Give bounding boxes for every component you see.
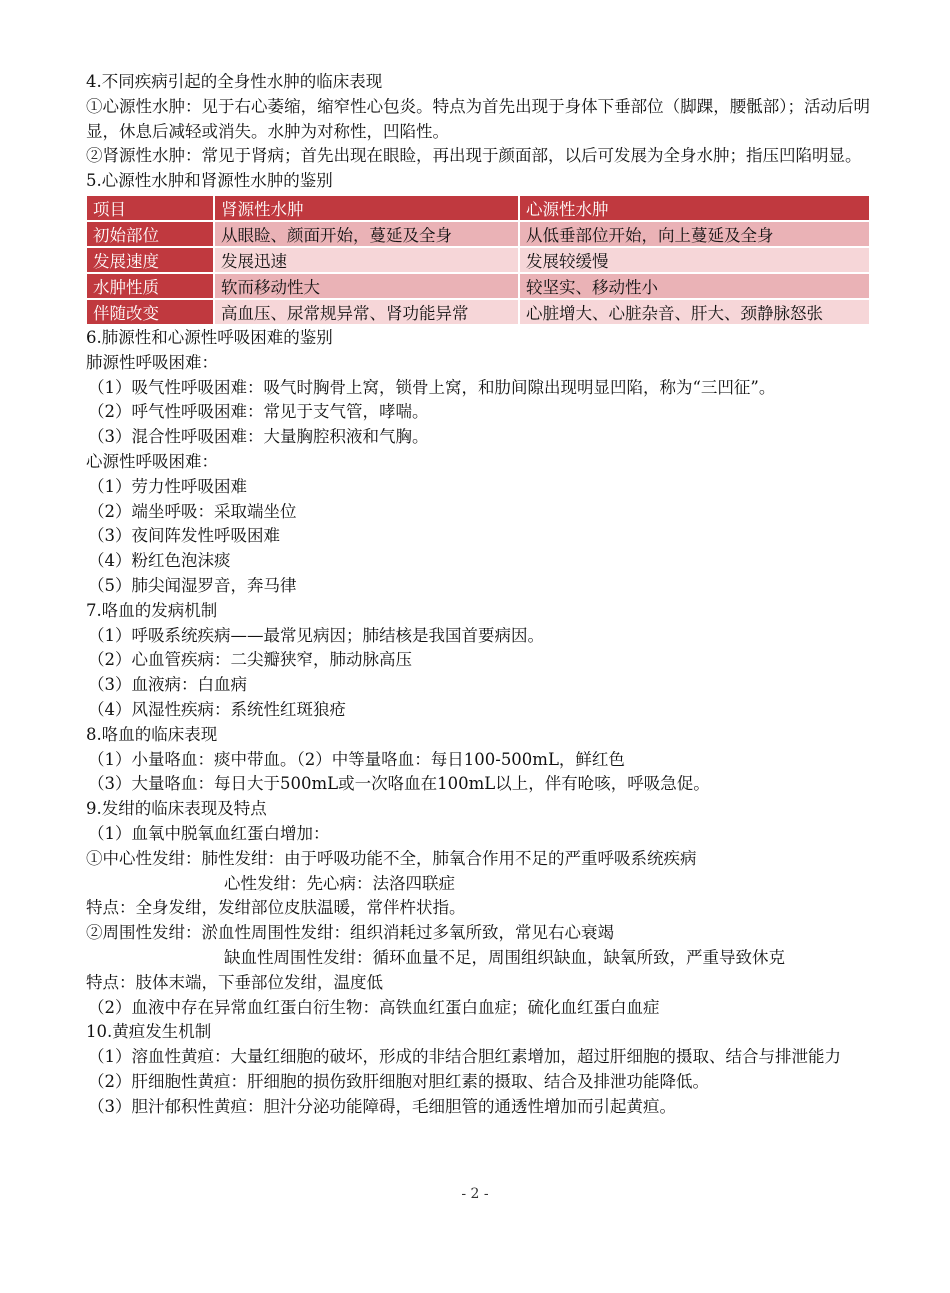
section-6-title: 6.肺源性和心源性呼吸困难的鉴别 xyxy=(86,327,333,347)
list-item: （1）溶血性黄疸：大量红细胞的破坏，形成的非结合胆红素增加，超过肝细胞的摄取、结合与排泄能力 xyxy=(88,1047,841,1067)
list-item: （4）风湿性疾病：系统性红斑狼疮 xyxy=(88,699,346,719)
peripheral-cyanosis-line: ②周围性发绀：淤血性周围性发绀：组织消耗过多氧所致，常见右心衰竭 xyxy=(86,923,614,943)
list-item: （3）血液病：白血病 xyxy=(88,675,247,695)
table-cell: 较坚实、移动性小 xyxy=(519,273,870,299)
list-item: （5）肺尖闻湿罗音，奔马律 xyxy=(88,575,297,595)
cardiac-cyanosis-line: 心性发绀：先心病：法洛四联症 xyxy=(224,873,455,893)
list-item: （2）心血管疾病：二尖瓣狭窄，肺动脉高压 xyxy=(88,650,412,670)
table-header-row xyxy=(86,195,870,221)
list-item: （1）血氧中脱氧血红蛋白增加： xyxy=(88,823,330,843)
table-cell: 心脏增大、心脏杂音、肝大、颈静脉怒张 xyxy=(519,299,870,325)
page-number: - 2 - xyxy=(461,1186,489,1202)
table-cell: 发展较缓慢 xyxy=(519,247,870,273)
table-row xyxy=(86,247,870,273)
table-row-label: 水肿性质 xyxy=(86,273,214,299)
list-item: （1）小量咯血：痰中带血。（2）中等量咯血：每日100-500mL，鲜红色 xyxy=(88,749,625,769)
section-4-title: 4.不同疾病引起的全身性水肿的临床表现 xyxy=(86,72,383,91)
table-cell: 从低垂部位开始，向上蔓延及全身 xyxy=(519,221,870,247)
section-10-title: 10.黄疸发生机制 xyxy=(86,1022,212,1042)
central-cyanosis-features: 特点：全身发绀，发绀部位皮肤温暖，常伴杵状指。 xyxy=(86,898,466,918)
section-4-paragraph-1: ①心源性水肿：见于右心萎缩，缩窄性心包炎。特点为首先出现于身体下垂部位（脚踝，腰骶部）；活动后明显，休息后减轻或消失。水肿为对称性，凹陷性。 xyxy=(86,96,870,141)
list-item: （2）肝细胞性黄疸：肝细胞的损伤致肝细胞对胆红素的摄取、结合及排泄功能降低。 xyxy=(88,1071,709,1091)
table-row-label: 初始部位 xyxy=(86,221,214,247)
table-header-cell: 心源性水肿 xyxy=(519,195,870,221)
list-item: （4）粉红色泡沫痰 xyxy=(88,551,231,571)
table-row xyxy=(86,221,870,247)
list-item: （1）吸气性呼吸困难：吸气时胸骨上窝，锁骨上窝，和肋间隙出现明显凹陷，称为“三凹征”。 xyxy=(88,377,776,397)
lung-dyspnea-heading: 肺源性呼吸困难： xyxy=(86,352,218,372)
table-row-label: 发展速度 xyxy=(86,247,214,273)
list-item: （2）端坐呼吸：采取端坐位 xyxy=(88,501,297,521)
table-cell: 高血压、尿常规异常、肾功能异常 xyxy=(214,299,519,325)
list-item: （2）呼气性呼吸困难：常见于支气管，哮喘。 xyxy=(88,402,429,422)
list-item: （3）大量咯血：每日大于500mL或一次咯血在100mL以上，伴有呛咳，呼吸急促。 xyxy=(88,774,710,794)
section-7-title: 7.咯血的发病机制 xyxy=(86,600,218,620)
table-row xyxy=(86,273,870,299)
table-header-cell: 项目 xyxy=(86,195,214,221)
list-item: （3）混合性呼吸困难：大量胸腔积液和气胸。 xyxy=(88,427,429,447)
ischemic-cyanosis-line: 缺血性周围性发绀：循环血量不足，周围组织缺血，缺氧所致，严重导致休克 xyxy=(224,947,785,967)
document-page xyxy=(86,70,870,1119)
list-item: （1）呼吸系统疾病——最常见病因；肺结核是我国首要病因。 xyxy=(88,625,544,645)
edema-comparison-table xyxy=(86,195,870,325)
list-item: （3）夜间阵发性呼吸困难 xyxy=(88,526,280,546)
list-item: （1）劳力性呼吸困难 xyxy=(88,476,247,496)
list-item: （3）胆汁郁积性黄疸：胆汁分泌功能障碍，毛细胆管的通透性增加而引起黄疸。 xyxy=(88,1096,676,1116)
central-cyanosis-line: ①中心性发绀：肺性发绀：由于呼吸功能不全，肺氧合作用不足的严重呼吸系统疾病 xyxy=(86,848,697,868)
table-cell: 从眼睑、颜面开始，蔓延及全身 xyxy=(214,221,519,247)
table-row-label: 伴随改变 xyxy=(86,299,214,325)
section-8-title: 8.咯血的临床表现 xyxy=(86,724,218,744)
heart-dyspnea-heading: 心源性呼吸困难： xyxy=(86,451,218,471)
list-item: （2）血液中存在异常血红蛋白衍生物：高铁血红蛋白血症；硫化血红蛋白血症 xyxy=(88,997,660,1017)
table-cell: 发展迅速 xyxy=(214,247,519,273)
table-cell: 软而移动性大 xyxy=(214,273,519,299)
section-4-paragraph-2: ②肾源性水肿：常见于肾病；首先出现在眼睑，再出现于颜面部，以后可发展为全身水肿；指压凹陷明显。 xyxy=(86,146,862,166)
table-header-cell: 肾源性水肿 xyxy=(214,195,519,221)
table-row xyxy=(86,299,870,325)
peripheral-cyanosis-features: 特点：肢体末端，下垂部位发绀，温度低 xyxy=(86,972,383,992)
section-9-title: 9.发绀的临床表现及特点 xyxy=(86,799,267,819)
section-5-title: 5.心源性水肿和肾源性水肿的鉴别 xyxy=(86,171,333,191)
